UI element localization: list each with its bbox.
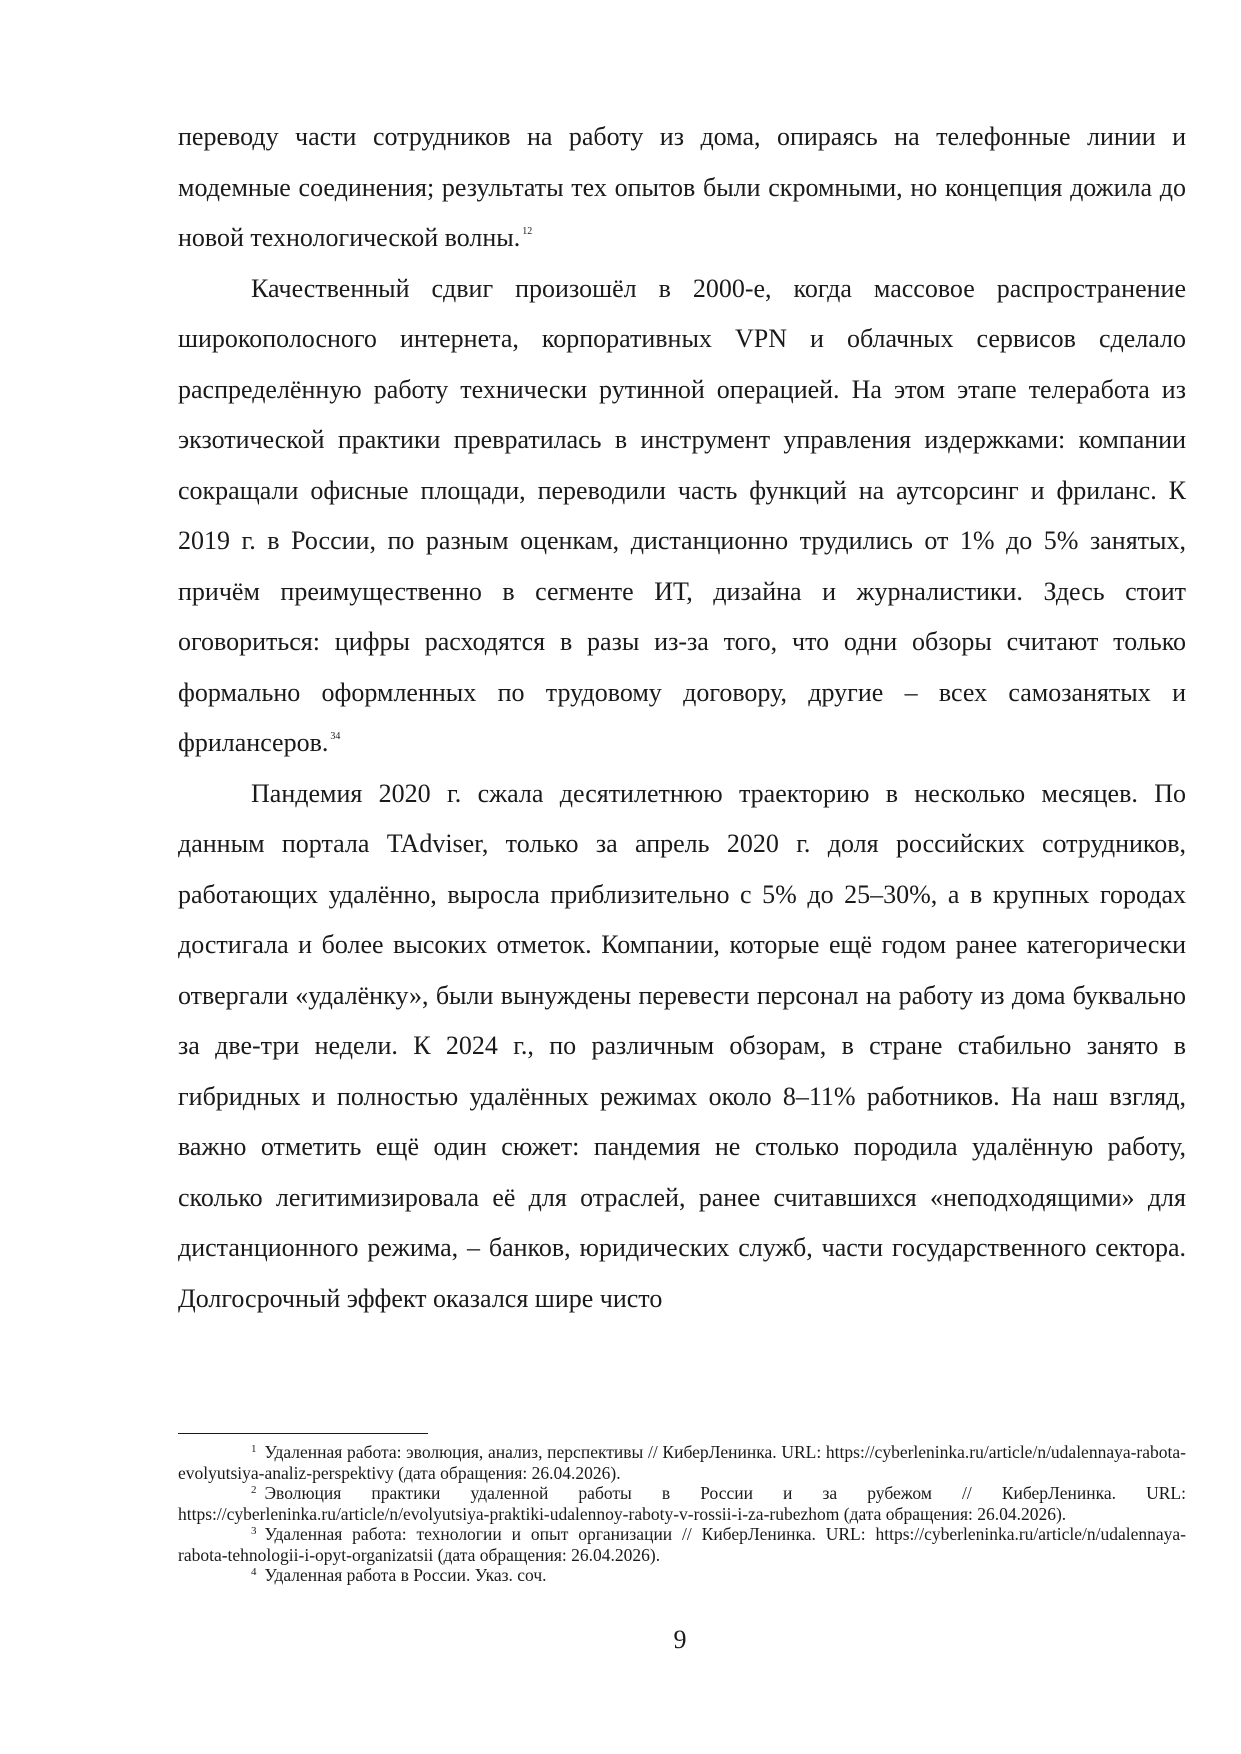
- footnote-number: 1: [251, 1443, 257, 1455]
- footnote-ref: 34: [330, 731, 341, 742]
- footnotes: [178, 1442, 1186, 1586]
- footnote-number: 3: [251, 1525, 257, 1537]
- footnote-2: [178, 1483, 1186, 1524]
- paragraph-text: Пандемия 2020 г. сжала десятилетнюю траекторию в несколько месяцев. По данным портала TAdviser, только за апрель 2020 г. доля российских сотрудников, работающих удалённо, выросла приблизительно с 5% до 25–30%, а в крупных городах достигала и более высоких отметок. Компании, которые ещё годом ранее категорически отвергали «удалёнку», были вынуждены перевести персонал на работу из дома буквально за две-три недели. К 2024 г., по различным обзорам, в стране стабильно занято в гибридных и полностью удалённых режимах около 8–11% работников. На наш взгляд, важно отметить ещё один сюжет: пандемия не столько породила удалённую работу, сколько легитимизировала её для отраслей, ранее считавшихся «неподходящими» для дистанционного режима, – банков, юридических служб, части государственного сектора. Долгосрочный эффект оказался шире чисто: [178, 778, 1186, 1313]
- footnote-text: Удаленная работа в России. Указ. соч.: [264, 1565, 547, 1585]
- paragraph-2: [178, 264, 1186, 769]
- page-number: 9: [673, 1625, 687, 1654]
- footnote-separator: [178, 1433, 428, 1434]
- footnote-3: [178, 1524, 1186, 1565]
- paragraph-3: [178, 769, 1186, 1325]
- footnote-number: 4: [251, 1566, 257, 1578]
- paragraph-text: переводу части сотрудников на работу из дома, опираясь на телефонные линии и модемные соединения; результаты тех опытов были скромными, но концепция дожила до новой технологической волны.: [178, 122, 1186, 252]
- footnote-text: Удаленная работа: эволюция, анализ, перспективы // КиберЛенинка. URL: https://cyberleninka.ru/article/n/udalennaya-rabota-evolyutsiya-analiz-perspektivy (дата обращения: 26.04.2026).: [178, 1442, 1186, 1483]
- footnote-text: Эволюция практики удаленной работы в России и за рубежом // КиберЛенинка. URL: https://cyberleninka.ru/article/n/evolyutsiya-praktiki-udalennoy-raboty-v-rossii-i-za-rubezhom (дата обращения: 26.04.2026).: [178, 1483, 1186, 1524]
- paragraph-text: Качественный сдвиг произошёл в 2000-е, когда массовое распространение широкополосного интернета, корпоративных VPN и облачных сервисов сделало распределённую работу технически рутинной операцией. На этом этапе телеработа из экзотической практики превратилась в инструмент управления издержками: компании сокращали офисные площади, переводили часть функций на аутсорсинг и фриланс. К 2019 г. в России, по разным оценкам, дистанционно трудились от 1% до 5% занятых, причём преимущественно в сегменте ИТ, дизайна и журналистики. Здесь стоит оговориться: цифры расходятся в разы из-за того, что одни обзоры считают только формально оформленных по трудовому договору, другие – всех самозанятых и фрилансеров.: [178, 273, 1186, 757]
- paragraph-1: [178, 112, 1186, 264]
- footnote-number: 2: [251, 1484, 257, 1496]
- body-text: [178, 112, 1186, 1324]
- footnote-4: [178, 1565, 1186, 1586]
- footnote-ref: 12: [522, 226, 533, 237]
- footnote-1: [178, 1442, 1186, 1483]
- footnote-text: Удаленная работа: технологии и опыт организации // КиберЛенинка. URL: https://cyberleninka.ru/article/n/udalennaya-rabota-tehnologii-i-opyt-organizatsii (дата обращения: 26.04.2026).: [178, 1524, 1186, 1565]
